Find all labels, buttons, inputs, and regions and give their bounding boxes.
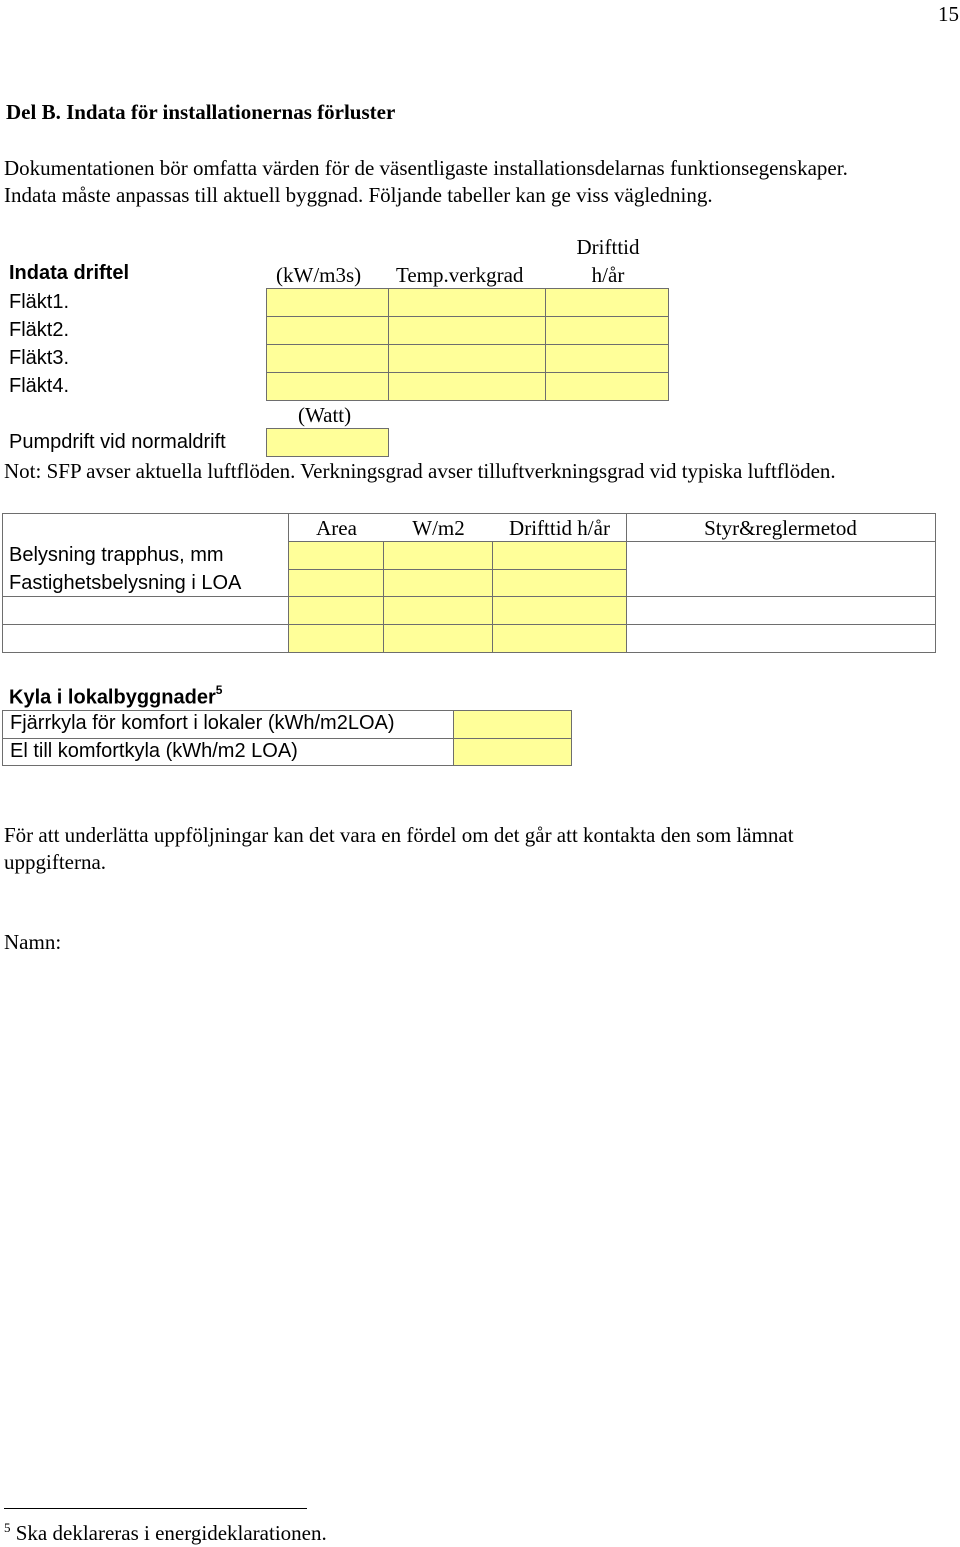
section-heading: Del B. Indata för installationernas förluster xyxy=(6,100,396,124)
followup-line-2: uppgifterna. xyxy=(4,850,107,874)
pump-label: Pumpdrift vid normaldrift xyxy=(9,431,226,453)
followup-line-1: För att underlätta uppföljningar kan det vara en fördel om det går att kontakta den som lämnat xyxy=(4,823,794,847)
fan4-drifttid-input[interactable] xyxy=(545,372,669,401)
light-header-wm2: W/m2 xyxy=(412,516,465,540)
light-r2-wm2-input[interactable] xyxy=(383,569,493,597)
cooling-row-1 xyxy=(2,710,454,739)
light-row-label-2: Fastighetsbelysning i LOA xyxy=(9,572,242,594)
fan-row-label-4: Fläkt4. xyxy=(9,375,70,397)
fan1-temp-input[interactable] xyxy=(388,288,546,317)
light-r4-drifttid-input[interactable] xyxy=(492,624,627,653)
light-header-area: Area xyxy=(316,516,357,540)
footnote xyxy=(4,1520,327,1546)
light-r3-drifttid-input[interactable] xyxy=(492,596,627,625)
light-r3-area-input[interactable] xyxy=(288,596,384,625)
light-r3-wm2-input[interactable] xyxy=(383,596,493,625)
pump-watt-input[interactable] xyxy=(266,428,389,457)
light-r4-area-input[interactable] xyxy=(288,624,384,653)
light-styr-input-1[interactable] xyxy=(627,542,935,596)
cooling-row-2 xyxy=(2,738,454,766)
fan3-temp-input[interactable] xyxy=(388,344,546,373)
footnote-text: Ska deklareras i energideklarationen. xyxy=(15,1521,327,1545)
light-r1-drifttid-input[interactable] xyxy=(492,541,627,570)
fan2-drifttid-input[interactable] xyxy=(545,316,669,345)
light-r2-drifttid-input[interactable] xyxy=(492,569,627,597)
page-number: 15 xyxy=(938,2,959,26)
cooling-el-input[interactable] xyxy=(453,738,572,766)
fan3-kw-input[interactable] xyxy=(266,344,389,373)
col-header-temp: Temp.verkgrad xyxy=(396,263,524,287)
watt-label: (Watt) xyxy=(298,403,352,427)
footnote-ref: 5 xyxy=(215,683,223,697)
fan-row-label-2: Fläkt2. xyxy=(9,319,70,341)
light-r1-wm2-input[interactable] xyxy=(383,541,493,570)
cooling-row-label-2: El till komfortkyla (kWh/m2 LOA) xyxy=(10,740,298,762)
light-header-styr: Styr&reglermetod xyxy=(704,516,857,540)
col-header-kw: (kW/m3s) xyxy=(276,263,362,287)
light-header-drifttid: Drifttid h/år xyxy=(509,516,610,540)
fan-table-note: Not: SFP avser aktuella luftflöden. Verkningsgrad avser tilluftverkningsgrad vid typiska luftflöden. xyxy=(4,459,836,483)
fan-row-label-1: Fläkt1. xyxy=(9,291,70,313)
cooling-fjarrkyla-input[interactable] xyxy=(453,710,572,739)
fan1-kw-input[interactable] xyxy=(266,288,389,317)
footnote-separator xyxy=(4,1508,307,1509)
footnote-number: 5 xyxy=(4,1520,11,1535)
light-row-label-1: Belysning trapphus, mm xyxy=(9,544,224,566)
light-r4-wm2-input[interactable] xyxy=(383,624,493,653)
fan2-temp-input[interactable] xyxy=(388,316,546,345)
fan3-drifttid-input[interactable] xyxy=(545,344,669,373)
intro-line-1: Dokumentationen bör omfatta värden för de väsentligaste installationsdelarnas funktionsegenskaper. xyxy=(4,156,848,180)
fan4-temp-input[interactable] xyxy=(388,372,546,401)
col-header-drifttid-1: Drifttid xyxy=(576,235,640,259)
fan4-kw-input[interactable] xyxy=(266,372,389,401)
fan-table-title: Indata driftel xyxy=(9,262,130,284)
cooling-title: Kyla i lokalbyggnader$^5$ xyxy=(9,683,223,709)
fan2-kw-input[interactable] xyxy=(266,316,389,345)
light-styr-input-3[interactable] xyxy=(627,625,935,652)
fan-row-label-3: Fläkt3. xyxy=(9,347,70,369)
intro-line-2: Indata måste anpassas till aktuell byggnad. Följande tabeller kan ge viss vägledning. xyxy=(4,183,713,207)
light-styr-input-2[interactable] xyxy=(627,597,935,624)
fan1-drifttid-input[interactable] xyxy=(545,288,669,317)
col-header-drifttid-2: h/år xyxy=(591,263,625,287)
light-r2-area-input[interactable] xyxy=(288,569,384,597)
cooling-row-label-1: Fjärrkyla för komfort i lokaler (kWh/m2LOA) xyxy=(10,712,395,734)
light-r1-area-input[interactable] xyxy=(288,541,384,570)
name-label: Namn: xyxy=(4,930,62,954)
